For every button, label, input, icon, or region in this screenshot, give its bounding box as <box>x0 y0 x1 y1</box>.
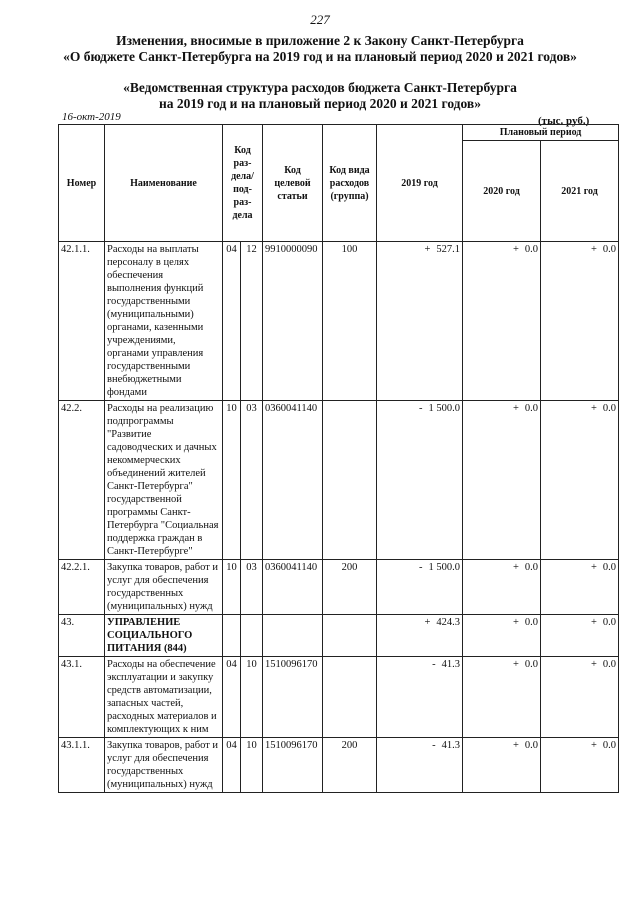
row-amount-2020 <box>463 560 541 615</box>
row-subsection: 10 <box>241 657 263 738</box>
amount-sign: + <box>590 244 597 255</box>
col-name-header: Наименование <box>105 125 223 242</box>
col-section-header: Код раз-дела/ под-раз-дела <box>223 125 263 242</box>
amount-value: 0.0 <box>602 740 617 751</box>
row-name: Расходы на выплаты персоналу в целях обеспечения выполнения функций государственными (муниципальными) органами, казенными учреждениями, органами управления государственными внебюджетными фондами <box>105 242 223 401</box>
row-amount-2021 <box>541 657 619 738</box>
amount-sign: + <box>590 740 597 751</box>
row-target-code: 0360041140 <box>263 560 323 615</box>
row-name: Закупка товаров, работ и услуг для обеспечения государственных (муниципальных) нужд <box>105 560 223 615</box>
row-expense-type: 100 <box>323 242 377 401</box>
col-2021-header: 2021 год <box>541 141 619 242</box>
amount-value: 0.0 <box>602 562 617 573</box>
row-target-code: 9910000090 <box>263 242 323 401</box>
row-target-code: 1510096170 <box>263 657 323 738</box>
amount-value: 41.3 <box>441 740 461 751</box>
row-expense-type: 200 <box>323 560 377 615</box>
amount-value: 1 500.0 <box>428 403 461 414</box>
amount-sign: + <box>590 617 597 628</box>
row-number: 42.1.1. <box>59 242 105 401</box>
title-line-1: Изменения, вносимые в приложение 2 к Закону Санкт-Петербурга <box>116 33 524 48</box>
row-amount-2021 <box>541 401 619 560</box>
title-line-2: «О бюджете Санкт-Петербурга на 2019 год и на плановый период 2020 и 2021 годов» <box>63 49 577 64</box>
table-row <box>59 560 619 615</box>
row-amount-2021 <box>541 560 619 615</box>
row-section: 04 <box>223 657 241 738</box>
row-expense-type: 200 <box>323 738 377 793</box>
row-section: 10 <box>223 560 241 615</box>
row-target-code <box>263 615 323 657</box>
col-target-header: Код целевой статьи <box>263 125 323 242</box>
amount-sign: - <box>419 562 423 573</box>
amount-value: 0.0 <box>524 740 539 751</box>
amount-value: 0.0 <box>602 244 617 255</box>
row-name: УПРАВЛЕНИЕ СОЦИАЛЬНОГО ПИТАНИЯ (844) <box>105 615 223 657</box>
amount-sign: + <box>590 403 597 414</box>
amount-sign: + <box>512 617 519 628</box>
table-row <box>59 401 619 560</box>
amount-sign: - <box>419 403 423 414</box>
col-2020-header: 2020 год <box>463 141 541 242</box>
row-expense-type <box>323 615 377 657</box>
row-amount-2021 <box>541 615 619 657</box>
row-amount-2019 <box>377 615 463 657</box>
row-section: 04 <box>223 242 241 401</box>
table-row <box>59 738 619 793</box>
row-subsection: 12 <box>241 242 263 401</box>
row-number: 43. <box>59 615 105 657</box>
row-expense-type <box>323 657 377 738</box>
row-number: 42.2. <box>59 401 105 560</box>
amount-sign: + <box>590 562 597 573</box>
row-amount-2019 <box>377 560 463 615</box>
amount-sign: + <box>512 659 519 670</box>
row-subsection <box>241 615 263 657</box>
amount-value: 424.3 <box>436 617 461 628</box>
amount-value: 0.0 <box>524 659 539 670</box>
row-amount-2021 <box>541 242 619 401</box>
row-amount-2020 <box>463 657 541 738</box>
amount-sign: + <box>512 403 519 414</box>
row-expense-type <box>323 401 377 560</box>
col-number-header: Номер <box>59 125 105 242</box>
row-amount-2020 <box>463 615 541 657</box>
amount-sign: + <box>512 740 519 751</box>
row-section: 04 <box>223 738 241 793</box>
row-amount-2019 <box>377 738 463 793</box>
table-row <box>59 657 619 738</box>
amount-sign: + <box>424 244 431 255</box>
document-date: 16-окт-2019 <box>62 111 121 123</box>
row-subsection: 03 <box>241 560 263 615</box>
amount-value: 0.0 <box>524 617 539 628</box>
row-name: Закупка товаров, работ и услуг для обеспечения государственных (муниципальных) нужд <box>105 738 223 793</box>
amount-value: 0.0 <box>602 659 617 670</box>
row-target-code: 0360041140 <box>263 401 323 560</box>
page-number: 227 <box>310 12 330 27</box>
amount-sign: - <box>432 740 436 751</box>
amount-value: 0.0 <box>602 617 617 628</box>
row-subsection: 10 <box>241 738 263 793</box>
row-amount-2020 <box>463 401 541 560</box>
amount-value: 0.0 <box>602 403 617 414</box>
units-label: (тыс. руб.) <box>538 115 590 127</box>
row-amount-2019 <box>377 242 463 401</box>
row-amount-2019 <box>377 657 463 738</box>
table-row <box>59 615 619 657</box>
amount-value: 0.0 <box>524 403 539 414</box>
row-name: Расходы на обеспечение эксплуатации и закупку средств автоматизации, запасных частей, расходных материалов и комплектующих к ним <box>105 657 223 738</box>
amount-value: 0.0 <box>524 244 539 255</box>
col-2019-header: 2019 год <box>377 125 463 242</box>
amount-sign: + <box>590 659 597 670</box>
row-amount-2019 <box>377 401 463 560</box>
table-row <box>59 242 619 401</box>
amount-value: 41.3 <box>441 659 461 670</box>
document-title <box>0 33 640 65</box>
amount-value: 527.1 <box>436 244 461 255</box>
row-section: 10 <box>223 401 241 560</box>
amount-sign: + <box>512 562 519 573</box>
title-line-4: на 2019 год и на плановый период 2020 и 2021 годов» <box>159 96 481 111</box>
title-line-3: «Ведомственная структура расходов бюджета Санкт-Петербурга <box>123 80 517 95</box>
row-subsection: 03 <box>241 401 263 560</box>
amount-sign: + <box>512 244 519 255</box>
row-number: 43.1.1. <box>59 738 105 793</box>
row-amount-2021 <box>541 738 619 793</box>
row-name: Расходы на реализацию подпрограммы "Развитие садоводческих и дачных некоммерческих объединений жителей Санкт-Петербурга" государственной программы Санкт-Петербурга "Социальная поддержка граждан в Санкт-Петербурге" <box>105 401 223 560</box>
table-title <box>0 80 640 112</box>
amount-value: 0.0 <box>524 562 539 573</box>
row-target-code: 1510096170 <box>263 738 323 793</box>
row-number: 43.1. <box>59 657 105 738</box>
row-amount-2020 <box>463 242 541 401</box>
budget-table <box>58 124 619 793</box>
row-number: 42.2.1. <box>59 560 105 615</box>
amount-sign: + <box>424 617 431 628</box>
amount-value: 1 500.0 <box>428 562 461 573</box>
amount-sign: - <box>432 659 436 670</box>
col-expense-type-header: Код вида расходов (группа) <box>323 125 377 242</box>
col-planned-header: Плановый период <box>463 125 619 141</box>
row-section <box>223 615 241 657</box>
row-amount-2020 <box>463 738 541 793</box>
